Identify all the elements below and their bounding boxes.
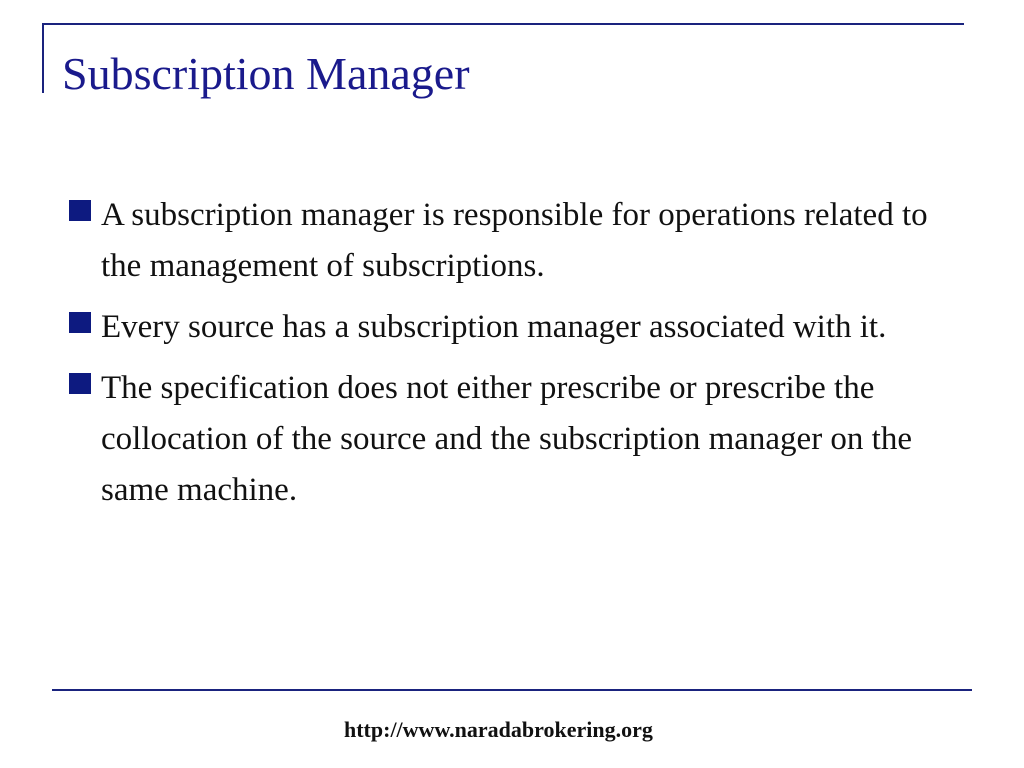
square-bullet-icon xyxy=(69,373,91,394)
title-top-rule xyxy=(42,23,964,25)
bullet-list xyxy=(64,190,964,526)
square-bullet-icon xyxy=(69,200,91,221)
footer-rule xyxy=(52,689,972,691)
bullet-text: A subscription manager is responsible for operations related to the management of subscriptions. xyxy=(101,197,928,284)
bullet-item xyxy=(64,302,964,353)
bullet-text: Every source has a subscription manager associated with it. xyxy=(101,309,887,345)
square-bullet-icon xyxy=(69,312,91,333)
bullet-text: The specification does not either prescribe or prescribe the collocation of the source and the subscription manager on the same machine. xyxy=(101,370,912,508)
footer-url-link[interactable]: http://www.naradabrokering.org xyxy=(344,717,653,742)
bullet-item xyxy=(64,363,964,516)
title-side-rule xyxy=(42,23,44,93)
slide-title: Subscription Manager xyxy=(62,48,470,99)
bullet-item xyxy=(64,190,964,292)
